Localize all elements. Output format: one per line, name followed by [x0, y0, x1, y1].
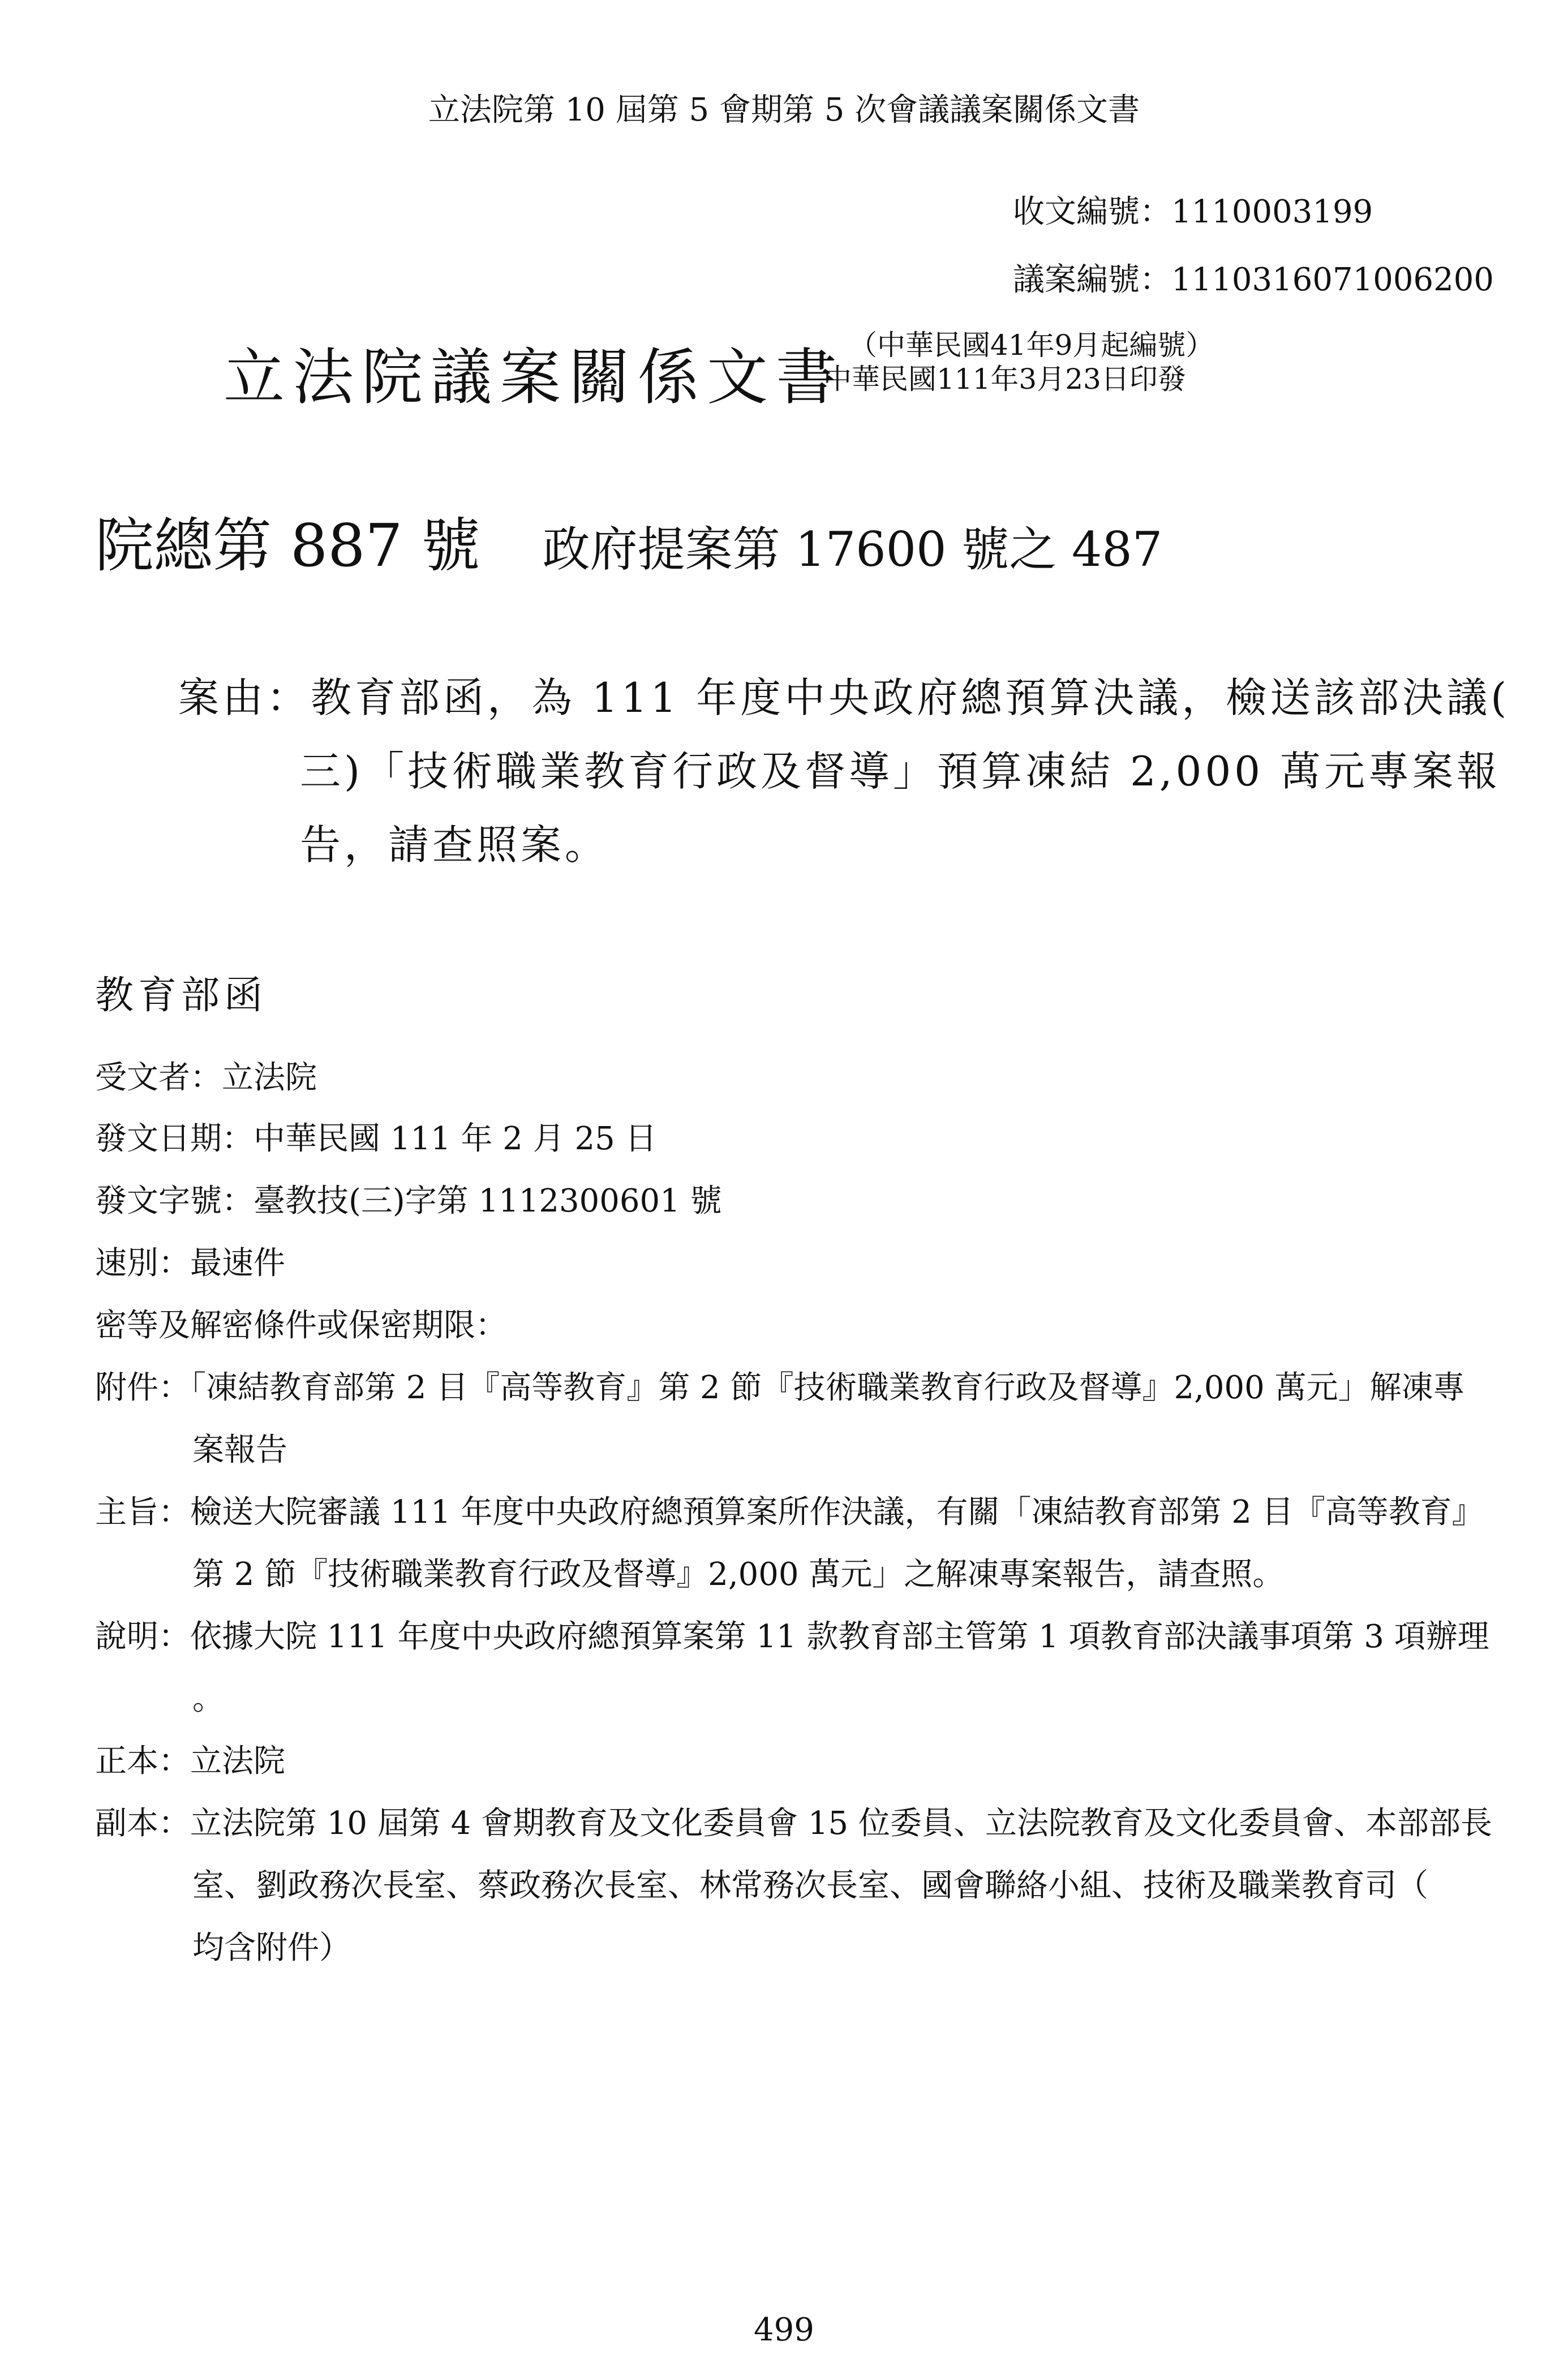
copies-field-line-3: 均含附件）	[192, 1930, 351, 1966]
issue-date-field: 發文日期：中華民國 111 年 2 月 25 日	[95, 1120, 657, 1157]
document-title: 立法院議案關係文書	[224, 342, 845, 413]
page-number: 499	[754, 2312, 814, 2348]
receipt-number: 收文編號：1110003199	[1013, 194, 1373, 230]
subject-field-line-2: 第 2 節『技術職業教育行政及督導』2,000 萬元」之解凍專案報告，請查照。	[192, 1556, 1285, 1593]
copies-field-line-2: 室、劉政務次長室、蔡政務次長室、林常務次長室、國會聯絡小組、技術及職業教育司（	[192, 1867, 1428, 1904]
subject-field-line-1: 主旨：檢送大院審議 111 年度中央政府總預算案所作決議，有關「凍結教育部第 2 目『高等教育』	[95, 1494, 1484, 1531]
case-reason-line-1: 案由：教育部函，為 111 年度中央政府總預算決議，檢送該部決議(	[178, 674, 1510, 721]
issuing-organization-title: 教育部函	[95, 973, 268, 1018]
bill-number: 議案編號：1110316071006200	[1013, 261, 1494, 298]
case-reason-line-2: 三)「技術職業教育行政及督導」預算凍結 2,000 萬元專案報	[300, 748, 1501, 795]
original-copy-field: 正本：立法院	[95, 1743, 285, 1780]
copies-field-line-1: 副本：立法院第 10 屆第 4 會期教育及文化委員會 15 位委員、立法院教育及文化委員會、本部部長	[95, 1805, 1492, 1842]
government-proposal-number: 政府提案第 17600 號之 487	[542, 522, 1163, 577]
case-number: 院總第 887 號	[95, 511, 480, 580]
document-subtitle-print-date: 中華民國111年3月23日印發	[823, 363, 1186, 396]
explanation-field-line-2: 。	[192, 1681, 224, 1717]
secrecy-field: 密等及解密條件或保密期限：	[95, 1307, 507, 1344]
reference-number-field: 發文字號：臺教技(三)字第 1112300601 號	[95, 1183, 722, 1219]
recipient-field: 受文者：立法院	[95, 1059, 317, 1096]
document-subtitle-numbering: （中華民國41年9月起編號）	[849, 329, 1214, 362]
page-header: 立法院第 10 屆第 5 會期第 5 次會議議案關係文書	[428, 92, 1140, 128]
attachment-field-line-2: 案報告	[192, 1432, 287, 1468]
explanation-field-line-1: 說明：依據大院 111 年度中央政府總預算案第 11 款教育部主管第 1 項教育部決議事項第 3 項辦理	[95, 1618, 1489, 1655]
speed-field: 速別：最速件	[95, 1245, 285, 1282]
attachment-field-line-1: 附件：「凍結教育部第 2 目『高等教育』第 2 節『技術職業教育行政及督導』2,000 萬元」解凍專	[95, 1369, 1465, 1406]
case-reason-line-3: 告，請查照案。	[300, 821, 609, 869]
case-number-line	[95, 498, 1162, 583]
